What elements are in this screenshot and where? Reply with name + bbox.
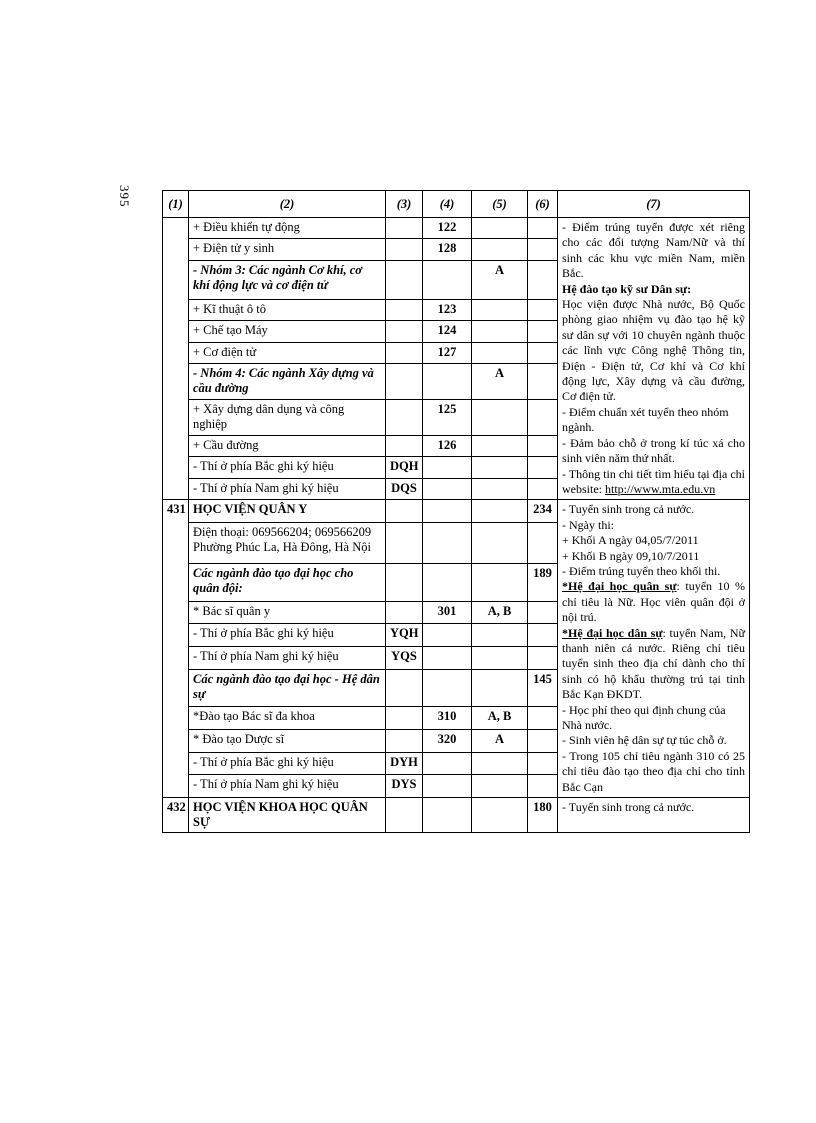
- quota: [528, 646, 558, 669]
- quota: [528, 478, 558, 500]
- exam-block: [472, 457, 528, 478]
- exam-block: [472, 500, 528, 523]
- quota: [528, 239, 558, 260]
- major-code: [423, 478, 472, 500]
- note-text: - Tuyển sinh trong cả nước.: [558, 798, 750, 833]
- major-code: 320: [423, 730, 472, 753]
- major-name: * Bác sĩ quân y: [189, 601, 386, 624]
- major-name: - Thí ở phía Bắc ghi ký hiệu: [189, 752, 386, 775]
- note-text: - Điểm chuẩn xét tuyển theo nhóm ngành.: [562, 404, 729, 435]
- institution-name: HỌC VIỆN QUÂN Y: [189, 500, 386, 523]
- major-code: [423, 669, 472, 707]
- institution-id: 431: [163, 500, 189, 798]
- note-text: - Sinh viên hệ dân sự tự túc chỗ ở.: [562, 733, 727, 748]
- note-text-part: - Thông tin chi tiết tìm hiểu tại địa chỉ website:: [562, 466, 745, 496]
- major-code: 126: [423, 435, 472, 456]
- exam-block: [472, 522, 528, 563]
- exam-block: [472, 218, 528, 239]
- major-code: [423, 522, 472, 563]
- note-text: - Đảm bảo chỗ ở trong kí túc xá cho sinh viên năm thứ nhất.: [562, 435, 745, 466]
- note-text: - Trong 105 chỉ tiêu ngành 310 có 25 chỉ tiêu đào tạo theo địa chỉ cho tỉnh Bắc Cạn: [562, 748, 745, 794]
- note-text: Học viện được Nhà nước, Bộ Quốc phòng giao nhiệm vụ đào tạo hệ kỹ sư dân sự với 10 chuyên ngành thuộc các lĩnh vực Công nghệ Thông tin, Điện - Điện tử, Cơ khí và Cơ khí động lực, Xây dựng và cầu đường, Cơ điện tử.: [562, 297, 745, 404]
- quota: [528, 730, 558, 753]
- notes-cell: [558, 500, 750, 798]
- note-label: *Hệ đại học dân sự: [562, 625, 663, 640]
- major-name: + Điều khiển tự động: [189, 218, 386, 239]
- note-text: - Điểm trúng tuyển được xét riêng cho các đối tượng Nam/Nữ và thí sinh các khu vực miền Nam, miền Bắc.: [562, 220, 745, 281]
- exam-block: [472, 563, 528, 601]
- exam-block: [472, 478, 528, 500]
- note-text-part: : tuyển Nam, Nữ thanh niên cả nước. Riêng chỉ tiêu tuyển sinh theo địa chỉ dành cho thí sinh có hộ khẩu thường trú tại tỉnh Bắc Kạn ĐKDT.: [562, 625, 745, 702]
- major-code: 125: [423, 400, 472, 436]
- quota: [528, 364, 558, 400]
- major-code: [423, 500, 472, 523]
- major-code: [423, 752, 472, 775]
- quota: [528, 342, 558, 363]
- col-header-2: (2): [189, 191, 386, 218]
- quota: [528, 707, 558, 730]
- major-code: 310: [423, 707, 472, 730]
- exam-block: A: [472, 364, 528, 400]
- major-code: 128: [423, 239, 472, 260]
- symbol: [386, 321, 423, 342]
- note-label: *Hệ đại học quân sự: [562, 579, 677, 594]
- exam-block: A, B: [472, 601, 528, 624]
- group-name: - Nhóm 3: Các ngành Cơ khí, cơ khí động lực và cơ điện tử: [189, 260, 386, 299]
- symbol: [386, 218, 423, 239]
- exam-block: A: [472, 730, 528, 753]
- major-name: - Thí ở phía Nam ghi ký hiệu: [189, 775, 386, 798]
- major-code: [423, 457, 472, 478]
- note-text: - Tuyển sinh trong cả nước.: [562, 502, 695, 517]
- major-code: 301: [423, 601, 472, 624]
- quota: [528, 601, 558, 624]
- major-name: - Thí ở phía Bắc ghi ký hiệu: [189, 624, 386, 647]
- note-text: - Ngày thi:: [562, 517, 614, 532]
- col-header-6: (6): [528, 191, 558, 218]
- symbol: YQH: [386, 624, 423, 647]
- major-code: [423, 563, 472, 601]
- major-name: + Chế tạo Máy: [189, 321, 386, 342]
- quota: [528, 435, 558, 456]
- symbol: [386, 522, 423, 563]
- group-name: Các ngành đào tạo đại học - Hệ dân sự: [189, 669, 386, 707]
- major-code: 127: [423, 342, 472, 363]
- symbol: [386, 707, 423, 730]
- symbol: [386, 299, 423, 320]
- quota: [528, 260, 558, 299]
- symbol: DYS: [386, 775, 423, 798]
- note-text: [562, 626, 745, 703]
- major-code: 123: [423, 299, 472, 320]
- quota: 234: [528, 500, 558, 523]
- quota: [528, 400, 558, 436]
- major-name: * Đào tạo Dược sĩ: [189, 730, 386, 753]
- major-code: [423, 260, 472, 299]
- symbol: [386, 400, 423, 436]
- exam-block: [472, 775, 528, 798]
- note-text-part: : tuyển 10 % chỉ tiêu là Nữ. Học viên quân đội ở nội trú.: [562, 579, 745, 625]
- major-name: - Thí ở phía Nam ghi ký hiệu: [189, 478, 386, 500]
- symbol: DYH: [386, 752, 423, 775]
- symbol: [386, 730, 423, 753]
- symbol: [386, 260, 423, 299]
- quota: 180: [528, 798, 558, 833]
- exam-block: A: [472, 260, 528, 299]
- symbol: YQS: [386, 646, 423, 669]
- note-text: [562, 579, 745, 625]
- group-name: - Nhóm 4: Các ngành Xây dựng và cầu đường: [189, 364, 386, 400]
- contact-address: Phường Phúc La, Hà Đông, Hà Nội: [193, 539, 371, 554]
- note-heading: Hệ đào tạo kỹ sư Dân sự:: [562, 281, 692, 296]
- quota: [528, 218, 558, 239]
- major-code: [423, 775, 472, 798]
- major-name: + Điện tử y sinh: [189, 239, 386, 260]
- col-header-3: (3): [386, 191, 423, 218]
- contact-phone: Điện thoại: 069566204; 069566209: [193, 524, 372, 539]
- quota: [528, 752, 558, 775]
- major-name: + Cơ điện tử: [189, 342, 386, 363]
- table-row: [163, 500, 750, 523]
- symbol: [386, 669, 423, 707]
- admissions-table: [162, 190, 750, 833]
- symbol: [386, 435, 423, 456]
- table-row: [163, 218, 750, 239]
- exam-block: [472, 669, 528, 707]
- quota: 145: [528, 669, 558, 707]
- major-code: 124: [423, 321, 472, 342]
- exam-block: [472, 798, 528, 833]
- website-link[interactable]: http://www.mta.edu.vn: [605, 481, 716, 496]
- note-text: - Điểm trúng tuyển theo khối thi.: [562, 563, 721, 578]
- exam-block: [472, 646, 528, 669]
- col-header-4: (4): [423, 191, 472, 218]
- row-id: [163, 218, 189, 500]
- major-code: 122: [423, 218, 472, 239]
- col-header-5: (5): [472, 191, 528, 218]
- major-name: + Kĩ thuật ô tô: [189, 299, 386, 320]
- symbol: DQS: [386, 478, 423, 500]
- note-text: + Khối A ngày 04,05/7/2011: [562, 533, 699, 548]
- major-code: [423, 624, 472, 647]
- group-name: Các ngành đào tạo đại học cho quân đội:: [189, 563, 386, 601]
- major-name: *Đào tạo Bác sĩ đa khoa: [189, 707, 386, 730]
- exam-block: [472, 752, 528, 775]
- major-code: [423, 364, 472, 400]
- symbol: DQH: [386, 457, 423, 478]
- quota: [528, 775, 558, 798]
- quota: [528, 299, 558, 320]
- symbol: [386, 342, 423, 363]
- quota: [528, 457, 558, 478]
- table-row: [163, 798, 750, 833]
- exam-block: [472, 299, 528, 320]
- exam-block: [472, 321, 528, 342]
- quota: 189: [528, 563, 558, 601]
- exam-block: A, B: [472, 707, 528, 730]
- major-code: [423, 798, 472, 833]
- symbol: [386, 798, 423, 833]
- major-code: [423, 646, 472, 669]
- institution-name: HỌC VIỆN KHOA HỌC QUÂN SỰ: [189, 798, 386, 833]
- exam-block: [472, 435, 528, 456]
- exam-block: [472, 239, 528, 260]
- quota: [528, 624, 558, 647]
- symbol: [386, 364, 423, 400]
- col-header-1: (1): [163, 191, 189, 218]
- note-text: + Khối B ngày 09,10/7/2011: [562, 548, 700, 563]
- header-row: [163, 191, 750, 218]
- symbol: [386, 563, 423, 601]
- symbol: [386, 500, 423, 523]
- institution-id: 432: [163, 798, 189, 833]
- col-header-7: (7): [558, 191, 750, 218]
- exam-block: [472, 400, 528, 436]
- major-name: + Xây dựng dân dụng và công nghiệp: [189, 400, 386, 436]
- note-text: [562, 467, 745, 498]
- quota: [528, 522, 558, 563]
- major-name: + Cầu đường: [189, 435, 386, 456]
- major-name: - Thí ở phía Nam ghi ký hiệu: [189, 646, 386, 669]
- notes-cell: [558, 218, 750, 500]
- symbol: [386, 601, 423, 624]
- exam-block: [472, 624, 528, 647]
- contact-info: [189, 522, 386, 563]
- page-number: 395: [117, 185, 132, 208]
- exam-block: [472, 342, 528, 363]
- symbol: [386, 239, 423, 260]
- note-text: - Học phí theo qui định chung của Nhà nước.: [562, 702, 726, 732]
- major-name: - Thí ở phía Bắc ghi ký hiệu: [189, 457, 386, 478]
- quota: [528, 321, 558, 342]
